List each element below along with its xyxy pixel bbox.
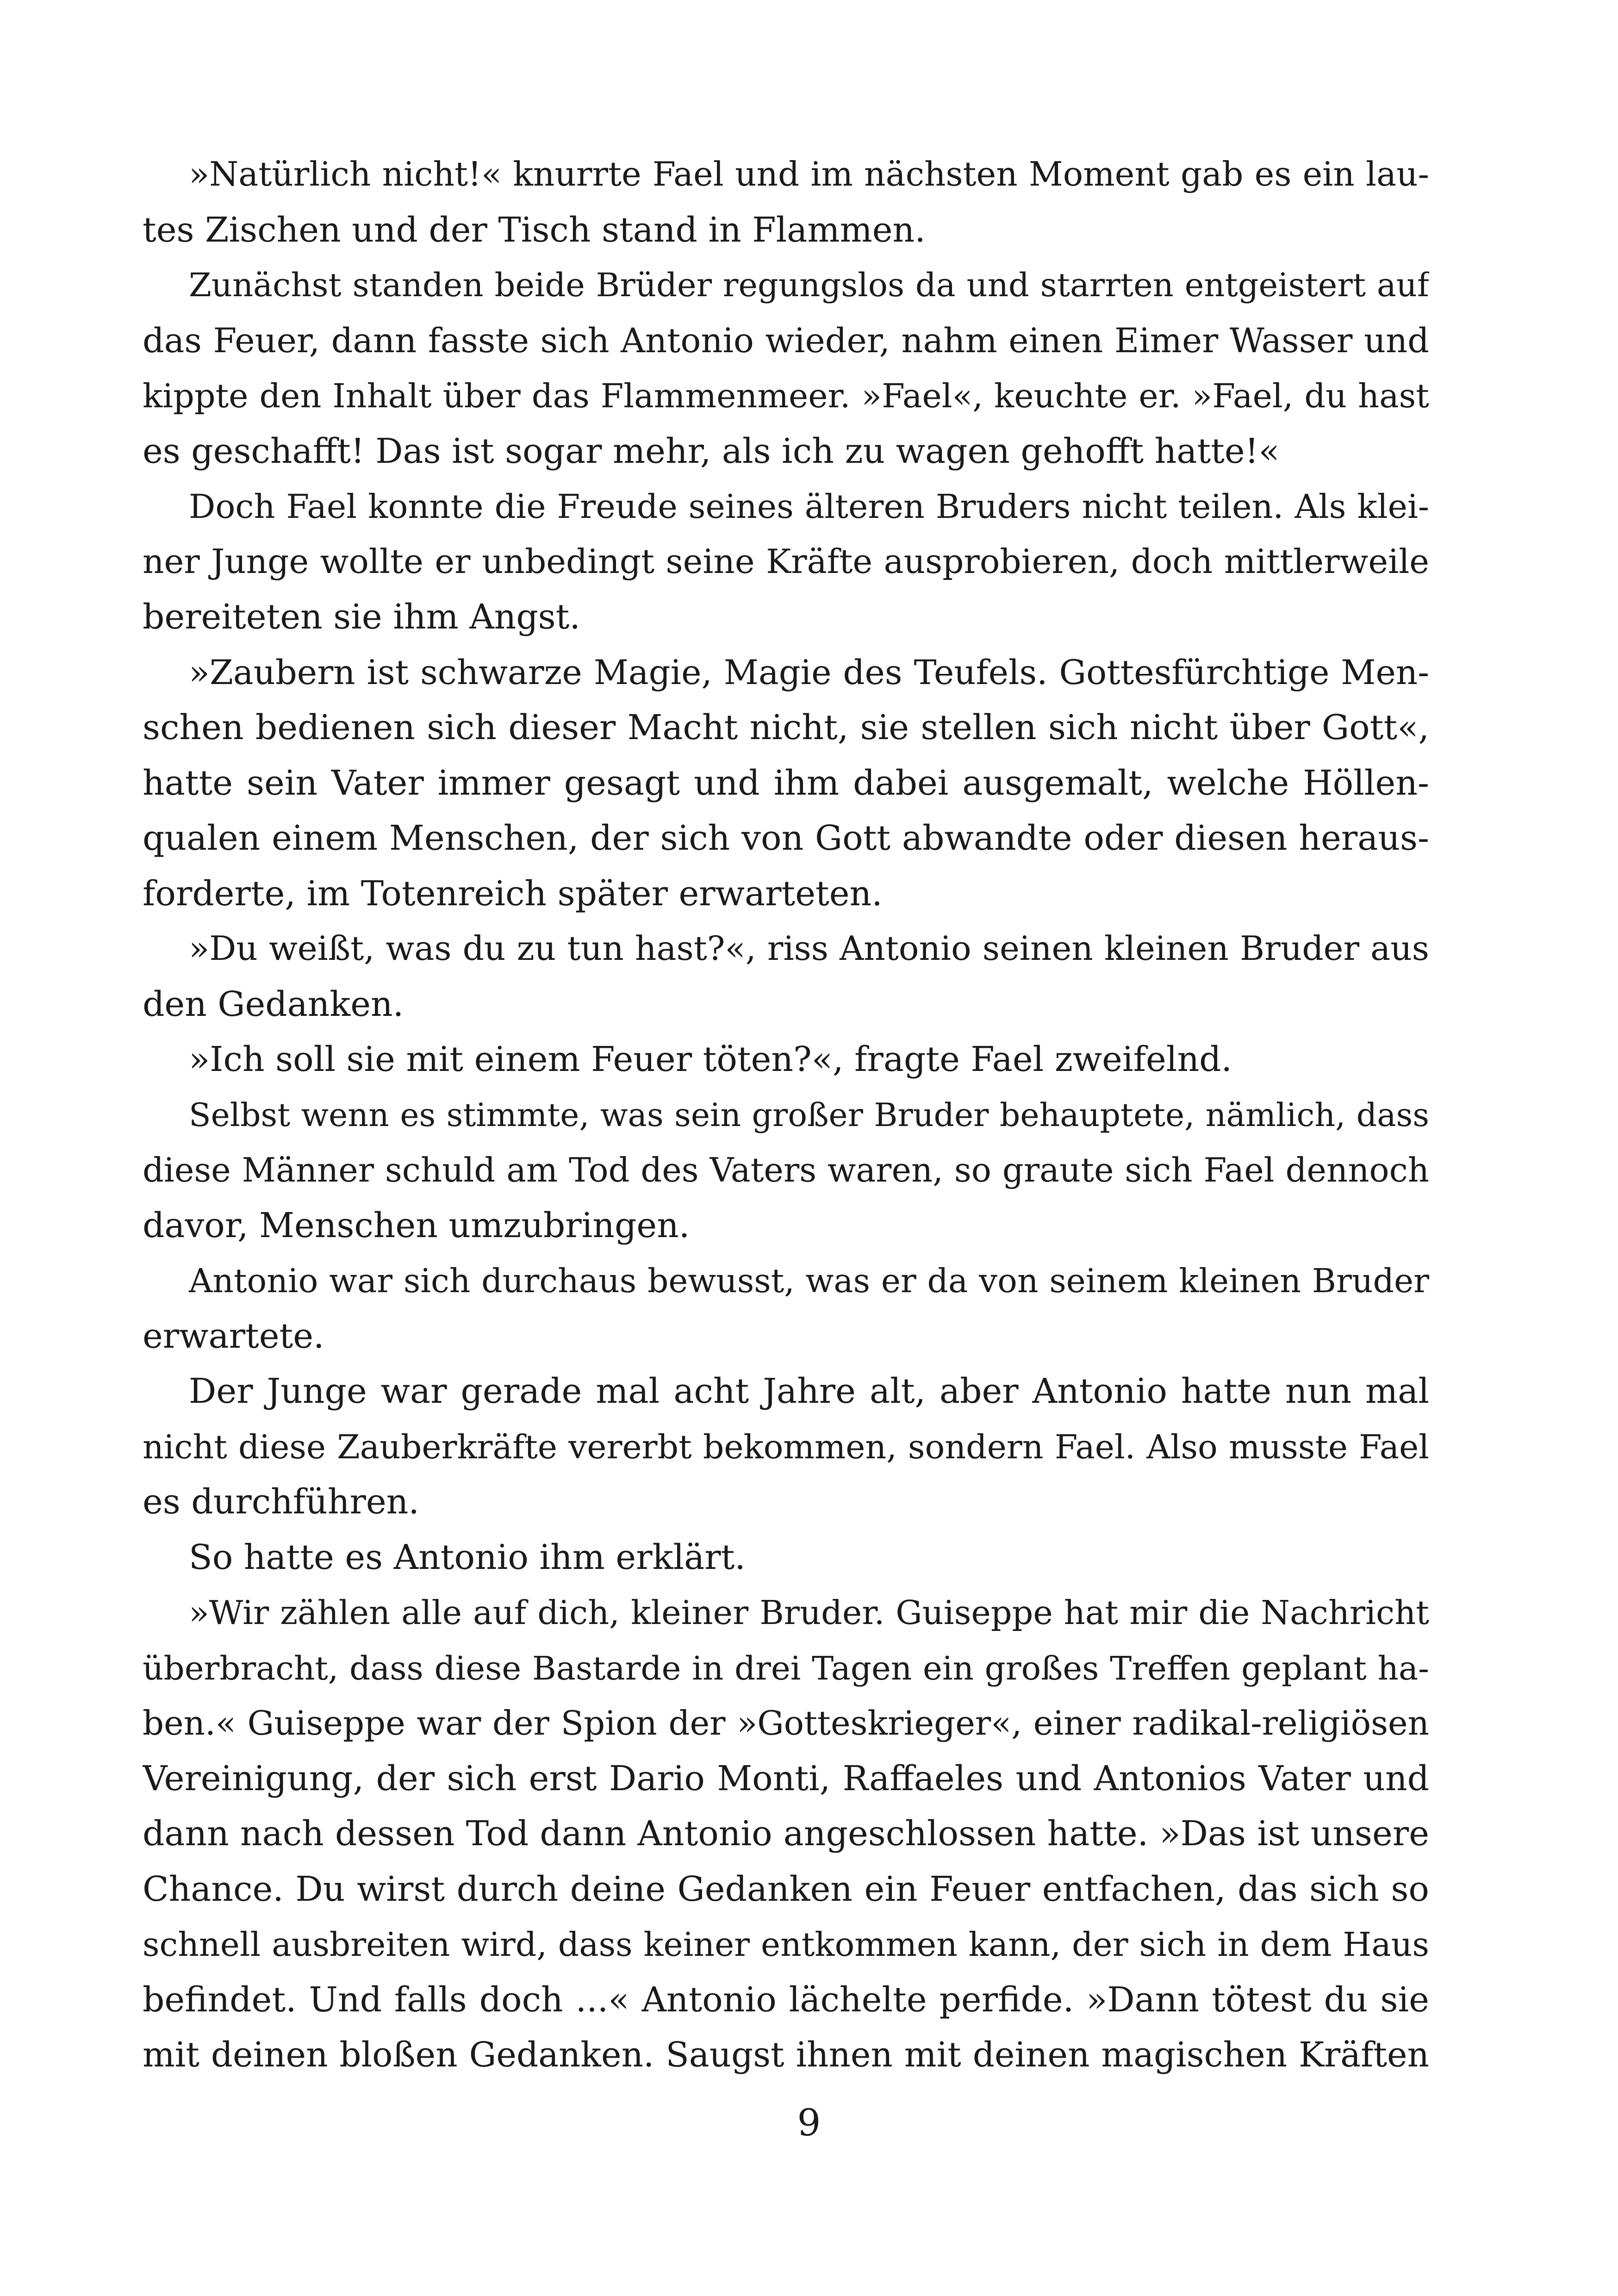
text-line: bereiteten sie ihm Angst. [143,597,580,637]
text-line: Selbst wenn es stimmte, was sein großer Bruder behauptete, nämlich, dass [189,1096,1429,1134]
text-line: nicht diese Zauberkräfte vererbt bekommen, sondern Fael. Also musste Fael [143,1427,1429,1466]
text-line: »Wir zählen alle auf dich, kleiner Bruder. Guiseppe hat mir die Nachricht [189,1593,1429,1632]
text-line: Vereinigung, der sich erst Dario Monti, Raffaeles und Antonios Vater und [143,1758,1429,1798]
text-line: »Natürlich nicht!« knurrte Fael und im nächsten Moment gab es ein lau- [189,155,1429,194]
text-line: qualen einem Menschen, der sich von Gott abwandte oder diesen heraus- [143,818,1429,858]
text-line: »Ich soll sie mit einem Feuer töten?«, fragte Fael zweifelnd. [189,1039,1232,1079]
text-line: schnell ausbreiten wird, dass keiner entkommen kann, der sich in dem Haus [143,1925,1429,1964]
text-line: Antonio war sich durchaus bewusst, was er da von seinem kleinen Bruder [189,1262,1429,1300]
text-line: ben.« Guiseppe war der Spion der »Gotteskrieger«, einer radikal-religiösen [143,1704,1429,1742]
text-line: befindet. Und falls doch ...« Antonio lächelte perfide. »Dann tötest du sie [143,1979,1429,2020]
text-line: schen bedienen sich dieser Macht nicht, sie stellen sich nicht über Gott«, [143,708,1429,747]
text-line: überbracht, dass diese Bastarde in drei Tagen ein großes Treffen geplant ha- [143,1649,1429,1687]
text-line: hatte sein Vater immer gesagt und ihm dabei ausgemalt, welche Höllen- [143,763,1429,803]
text-line: kippte den Inhalt über das Flammenmeer. »Fael«, keuchte er. »Fael, du hast [143,377,1429,415]
text-line: mit deinen bloßen Gedanken. Saugst ihnen mit deinen magischen Kräften [143,2035,1429,2075]
text-line: es durchführen. [143,1482,419,1522]
text-line: »Zaubern ist schwarze Magie, Magie des Teufels. Gottesfürchtige Men- [189,653,1429,692]
text-line: tes Zischen und der Tisch stand in Flammen. [143,210,926,250]
text-line: davor, Menschen umzubringen. [143,1205,690,1245]
text-line: So hatte es Antonio ihm erklärt. [189,1537,746,1577]
text-line: das Feuer, dann fasste sich Antonio wieder, nahm einen Eimer Wasser und [143,321,1429,361]
text-line: Der Junge war gerade mal acht Jahre alt, aber Antonio hatte nun mal [189,1371,1429,1411]
text-line: diese Männer schuld am Tod des Vaters waren, so graute sich Fael dennoch [143,1151,1429,1189]
text-line: Chance. Du wirst durch deine Gedanken ein Feuer entfachen, das sich so [143,1869,1429,1909]
page-number: 9 [797,2101,821,2144]
text-line: »Du weißt, was du zu tun hast?«, riss Antonio seinen kleinen Bruder aus [189,929,1429,968]
text-line: Doch Fael konnte die Freude seines älteren Bruders nicht teilen. Als klei- [189,487,1429,526]
text-line: forderte, im Totenreich später erwarteten. [143,873,883,914]
text-line: den Gedanken. [143,984,404,1024]
text-line: ner Junge wollte er unbedingt seine Kräfte ausprobieren, doch mittlerweile [143,542,1429,581]
text-line: dann nach dessen Tod dann Antonio angeschlossen hatte. »Das ist unsere [143,1814,1429,1854]
text-line: es geschafft! Das ist sogar mehr, als ich zu wagen gehofft hatte!« [143,431,1280,471]
text-line: erwartete. [143,1316,324,1356]
text-line: Zunächst standen beide Brüder regungslos da und starrten entgeistert auf [189,266,1429,304]
body-text [143,147,1429,2083]
